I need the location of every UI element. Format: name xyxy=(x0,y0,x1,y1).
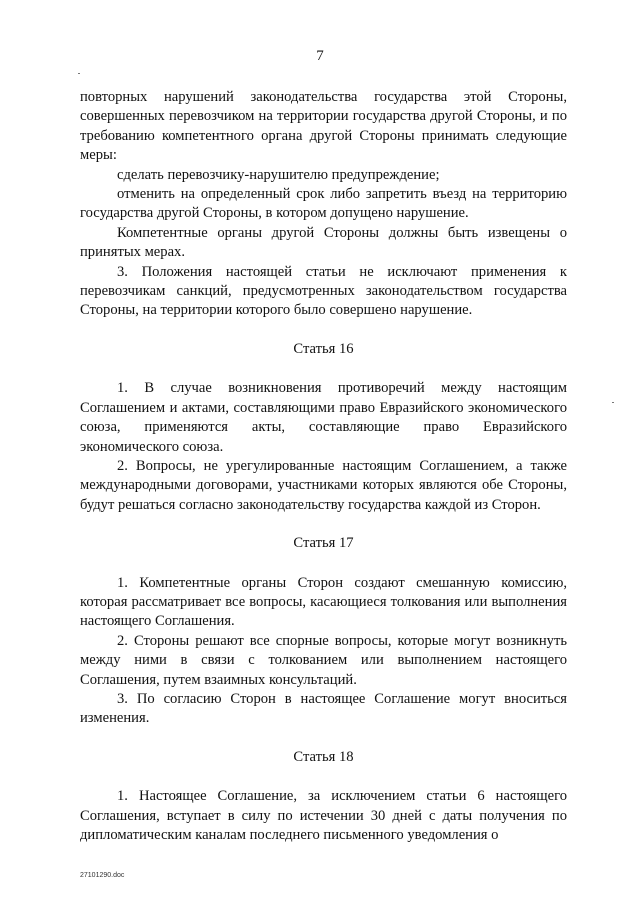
paragraph: 1. В случае возникновения противоречий между настоящим Соглашением и актами, составляющими право Евразийского экономического союза, применяются акты, составляющие право Евразийского экономического союза. xyxy=(80,380,567,455)
article-heading: Статья 17 xyxy=(293,535,354,552)
document-file-code: 27101290.doc xyxy=(80,872,125,879)
paragraph: 3. По согласию Сторон в настоящее Соглашение могут вноситься изменения. xyxy=(80,690,567,727)
document-body xyxy=(80,88,567,845)
paragraph: отменить на определенный срок либо запретить въезд на территорию государства другой Стороны, в котором допущено нарушение. xyxy=(80,186,567,222)
paragraph: 3. Положения настоящей статьи не исключают применения к перевозчикам санкций, предусмотренных законодательством государства Стороны, на территории которого было совершено нарушение. xyxy=(80,263,567,319)
article-heading: Статья 18 xyxy=(293,748,354,765)
paragraph: повторных нарушений законодательства государства этой Стороны, совершенных перевозчиком на территории государства другой Стороны, и по требованию компетентного органа другой Стороны принимать следующие меры: xyxy=(80,89,567,164)
paragraph: 1. Настоящее Соглашение, за исключением статьи 6 настоящего Соглашения, вступает в силу по истечении 30 дней с даты получения по дипломатическим каналам последнего письменного уведомления о xyxy=(80,788,567,843)
scan-speck xyxy=(78,73,80,74)
page-number: 7 xyxy=(316,48,324,64)
paragraph: сделать перевозчику-нарушителю предупреждение; xyxy=(117,166,440,183)
paragraph: 2. Стороны решают все спорные вопросы, которые могут возникнуть между ними в связи с толкованием или выполнением настоящего Соглашения, путем взаимных консультаций. xyxy=(80,632,567,688)
paragraph: Компетентные органы другой Стороны должны быть извещены о принятых мерах. xyxy=(80,224,567,261)
paragraph: 2. Вопросы, не урегулированные настоящим Соглашением, а также международными договорами, участниками которых являются обе Стороны, будут решаться согласно законодательству государства каждой из Сторон. xyxy=(80,457,567,513)
article-heading: Статья 16 xyxy=(293,340,354,357)
paragraph: 1. Компетентные органы Сторон создают смешанную комиссию, которая рассматривает все вопросы, касающиеся толкования или выполнения настоящего Соглашения. xyxy=(80,574,567,630)
scan-speck xyxy=(612,402,614,403)
